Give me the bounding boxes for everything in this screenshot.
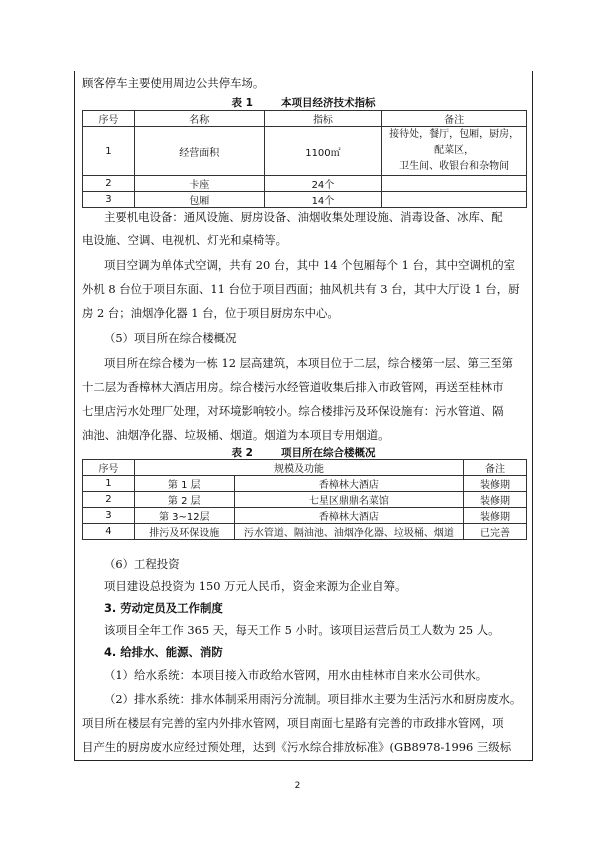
cell-floor: 第 3~12层: [134, 508, 234, 524]
cell-note: 装修期: [464, 476, 527, 492]
table1-title: 本项目经济技术指标: [280, 97, 376, 109]
cell-name: 包厢: [134, 192, 264, 208]
cell-no: 4: [83, 524, 135, 540]
ac-line: 项目空调为单体式空调，共有 20 台，其中 14 个包厢每个 1 台，其中空调机的室: [104, 258, 516, 272]
table1-header: 备注: [382, 111, 527, 127]
cell-name: 经营面积: [134, 127, 264, 176]
cell-no: 3: [83, 192, 135, 208]
table1-caption: [74, 95, 533, 110]
cell-floor: 第 1 层: [134, 476, 234, 492]
heading-3: 3. 劳动定员及工作制度: [104, 601, 223, 615]
cell-note: [382, 176, 527, 192]
cell-function: 污水管道、隔油池、油烟净化器、垃圾桶、烟道: [234, 524, 463, 540]
table2-number: 表 2: [231, 447, 253, 459]
cell-no: 3: [83, 508, 135, 524]
table-row: [83, 492, 527, 508]
table2-header: 序号: [83, 460, 135, 476]
table1: [82, 110, 527, 208]
table1-number: 表 1: [231, 97, 253, 109]
cell-no: 2: [83, 176, 135, 192]
building-line: 项目所在综合楼为一栋 12 层高建筑，本项目位于二层，综合楼第一层、第三至第: [104, 356, 514, 370]
ac-line: 外机 8 台位于项目东面、11 台位于项目西面；抽风机共有 3 台，其中大厅设 1 台，厨: [82, 282, 520, 296]
table-row: [83, 127, 527, 176]
table2: [82, 459, 527, 540]
cell-floor: 第 2 层: [134, 492, 234, 508]
intro-line: 顾客停车主要使用周边公共停车场。: [82, 76, 265, 90]
work-line: 该项目全年工作 365 天，每天工作 5 小时。该项目运营后员工人数为 25 人。: [104, 623, 500, 637]
table1-header: 名称: [134, 111, 264, 127]
equipment-line: 主要机电设备：通风设施、厨房设备、油烟收集处理设施、消毒设备、冰库、配: [104, 210, 503, 224]
drainage-line: 目产生的厨房废水应经过预处理，达到《污水综合排放标准》(GB8978-1996 三级标: [82, 740, 512, 754]
cell-no: 1: [83, 476, 135, 492]
cell-note: 装修期: [464, 508, 527, 524]
investment-line: 项目建设总投资为 150 万元人民币，资金来源为企业自筹。: [104, 579, 407, 593]
table2-caption: [74, 445, 533, 460]
cell-note: 装修期: [464, 492, 527, 508]
table-row: [83, 192, 527, 208]
section-6-heading: （6）工程投资: [104, 557, 180, 571]
table-row: [83, 476, 527, 492]
cell-value: 1100㎡: [264, 127, 382, 176]
cell-note-line: 接待处，餐厅，包厢，厨房，配菜区，: [389, 129, 520, 156]
drainage-line: 项目所在楼层有完善的室内外排水管网，项目南面七星路有完善的市政排水管网，项: [82, 716, 504, 730]
drainage-line: （2）排水系统：排水体制采用雨污分流制。项目排水主要为生活污水和厨房废水。: [104, 692, 522, 706]
building-line: 七里店污水处理厂处理，对环境影响较小。综合楼排污及环保设施有：污水管道、隔: [82, 404, 504, 418]
cell-value: 14个: [264, 192, 382, 208]
cell-note: [382, 127, 527, 176]
cell-no: 2: [83, 492, 135, 508]
cell-function: 七星区鼎鼎名菜馆: [234, 492, 463, 508]
table-row: [83, 508, 527, 524]
equipment-line: 电设施、空调、电视机、灯光和桌椅等。: [82, 233, 288, 247]
page-number: 2: [294, 781, 301, 791]
cell-name: 卡座: [134, 176, 264, 192]
table-row: [83, 524, 527, 540]
cell-value: 24个: [264, 176, 382, 192]
cell-note: [382, 192, 527, 208]
cell-floor: 排污及环保设施: [134, 524, 234, 540]
building-line: 十二层为香樟林大酒店用房。综合楼污水经管道收集后排入市政管网，再送至桂林市: [82, 380, 504, 394]
table2-header: 规模及功能: [134, 460, 463, 476]
heading-4: 4. 给排水、能源、消防: [104, 645, 223, 659]
table1-header: 序号: [83, 111, 135, 127]
cell-function: 香樟林大酒店: [234, 508, 463, 524]
cell-note: 已完善: [464, 524, 527, 540]
table2-title: 项目所在综合楼概况: [280, 447, 376, 459]
cell-function: 香樟林大酒店: [234, 476, 463, 492]
cell-note-line: 卫生间、收银台和杂物间: [399, 161, 510, 172]
building-line: 油池、油烟净化器、垃圾桶、烟道。烟道为本项目专用烟道。: [82, 428, 390, 442]
ac-line: 房 2 台；油烟净化器 1 台，位于项目厨房东中心。: [82, 306, 339, 320]
water-supply-line: （1）给水系统：本项目接入市政给水管网，用水由桂林市自来水公司供水。: [104, 668, 488, 682]
cell-no: 1: [83, 127, 135, 176]
section-5-heading: （5）项目所在综合楼概况: [104, 331, 237, 345]
table-row: [83, 176, 527, 192]
table2-header: 备注: [464, 460, 527, 476]
table1-header: 指标: [264, 111, 382, 127]
